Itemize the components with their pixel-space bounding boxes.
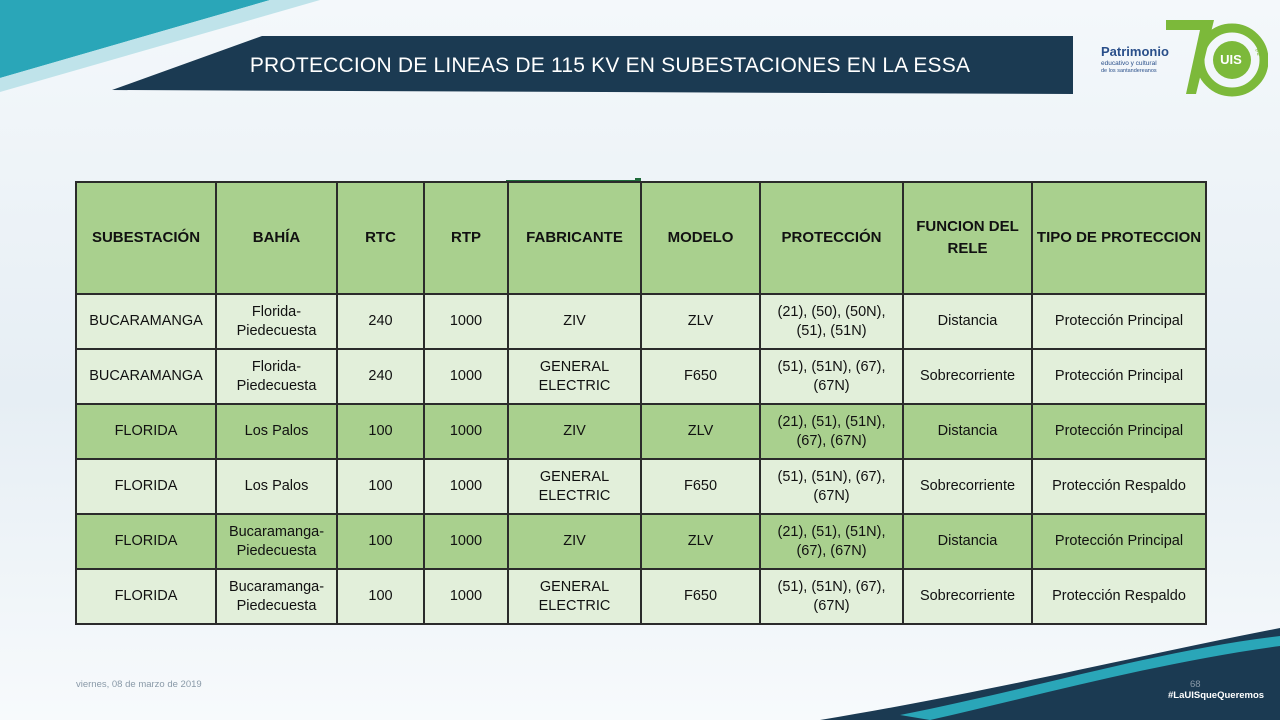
table-cell: Protección Principal — [1032, 404, 1206, 459]
table-cell: (21), (50), (50N), (51), (51N) — [760, 294, 903, 349]
table-cell: (51), (51N), (67), (67N) — [760, 349, 903, 404]
table-row — [76, 404, 1206, 459]
table-cell: F650 — [641, 569, 760, 624]
table-cell: Sobrecorriente — [903, 569, 1032, 624]
table-cell: (51), (51N), (67), (67N) — [760, 569, 903, 624]
table-row — [76, 459, 1206, 514]
header-cell: RTC — [337, 182, 424, 294]
table-cell: Sobrecorriente — [903, 349, 1032, 404]
table-cell: 1000 — [424, 569, 508, 624]
table-cell: FLORIDA — [76, 569, 216, 624]
header-cell: FABRICANTE — [508, 182, 641, 294]
logo-subtitle-1: educativo y cultural — [1101, 60, 1157, 67]
table-cell: Protección Principal — [1032, 514, 1206, 569]
table-cell: Bucaramanga-Piedecuesta — [216, 514, 337, 569]
table-cell: Los Palos — [216, 459, 337, 514]
footer-date: viernes, 08 de marzo de 2019 — [76, 679, 202, 690]
table-cell: 1000 — [424, 349, 508, 404]
table-cell: Protección Respaldo — [1032, 459, 1206, 514]
table-cell: Distancia — [903, 514, 1032, 569]
slide-number: 68 — [1190, 679, 1201, 690]
table-cell: 100 — [337, 514, 424, 569]
slide-title: PROTECCION DE LINEAS DE 115 KV EN SUBESTACIONES EN LA ESSA — [249, 54, 971, 77]
table-row — [76, 294, 1206, 349]
header-cell: SUBESTACIÓN — [76, 182, 216, 294]
table-cell: (51), (51N), (67), (67N) — [760, 459, 903, 514]
table-cell: Florida-Piedecuesta — [216, 349, 337, 404]
logo-wordmark: Patrimonio — [1101, 44, 1169, 59]
table-cell: GENERAL ELECTRIC — [508, 349, 641, 404]
table-row — [76, 349, 1206, 404]
table-cell: Protección Principal — [1032, 294, 1206, 349]
table-cell: (21), (51), (51N), (67), (67N) — [760, 514, 903, 569]
table-cell: Bucaramanga-Piedecuesta — [216, 569, 337, 624]
table-cell: ZLV — [641, 514, 760, 569]
header-cell: PROTECCIÓN — [760, 182, 903, 294]
table-cell: Protección Principal — [1032, 349, 1206, 404]
table-cell: 240 — [337, 294, 424, 349]
table-cell: ZIV — [508, 514, 641, 569]
table-cell: ZIV — [508, 294, 641, 349]
table-cell: Protección Respaldo — [1032, 569, 1206, 624]
table-row — [76, 569, 1206, 624]
table-cell: GENERAL ELECTRIC — [508, 459, 641, 514]
table-cell: F650 — [641, 349, 760, 404]
table-cell: Distancia — [903, 294, 1032, 349]
table-cell: ZLV — [641, 404, 760, 459]
header-cell: BAHÍA — [216, 182, 337, 294]
header-cell: FUNCION DEL RELE — [903, 182, 1032, 294]
table-cell: GENERAL ELECTRIC — [508, 569, 641, 624]
logo-uis-text: UIS — [1220, 52, 1242, 67]
table-cell: Los Palos — [216, 404, 337, 459]
header-cell: TIPO DE PROTECCION — [1032, 182, 1206, 294]
table-cell: 1000 — [424, 459, 508, 514]
header-cell: MODELO — [641, 182, 760, 294]
protection-table — [75, 181, 1205, 641]
table-cell: ZIV — [508, 404, 641, 459]
table-header-row — [76, 182, 1206, 294]
table-cell: 1000 — [424, 294, 508, 349]
table-cell: F650 — [641, 459, 760, 514]
header-cell: RTP — [424, 182, 508, 294]
footer-hashtag: #LaUISqueQueremos — [1168, 690, 1265, 701]
table-cell: BUCARAMANGA — [76, 294, 216, 349]
table-cell: FLORIDA — [76, 459, 216, 514]
table-cell: Sobrecorriente — [903, 459, 1032, 514]
table-cell: FLORIDA — [76, 404, 216, 459]
table-cell: (21), (51), (51N), (67), (67N) — [760, 404, 903, 459]
table-cell: 1000 — [424, 514, 508, 569]
table-cell: ZLV — [641, 294, 760, 349]
table-cell: Distancia — [903, 404, 1032, 459]
table-cell: Florida-Piedecuesta — [216, 294, 337, 349]
logo-anos-text: años — [1256, 40, 1263, 56]
table-cell: FLORIDA — [76, 514, 216, 569]
table-cell: 1000 — [424, 404, 508, 459]
table-cell: 100 — [337, 569, 424, 624]
logo-subtitle-2: de los santandereanos — [1101, 68, 1157, 74]
table-cell: 100 — [337, 404, 424, 459]
table-cell: 100 — [337, 459, 424, 514]
table-cell: 240 — [337, 349, 424, 404]
table-row — [76, 514, 1206, 569]
table-cell: BUCARAMANGA — [76, 349, 216, 404]
